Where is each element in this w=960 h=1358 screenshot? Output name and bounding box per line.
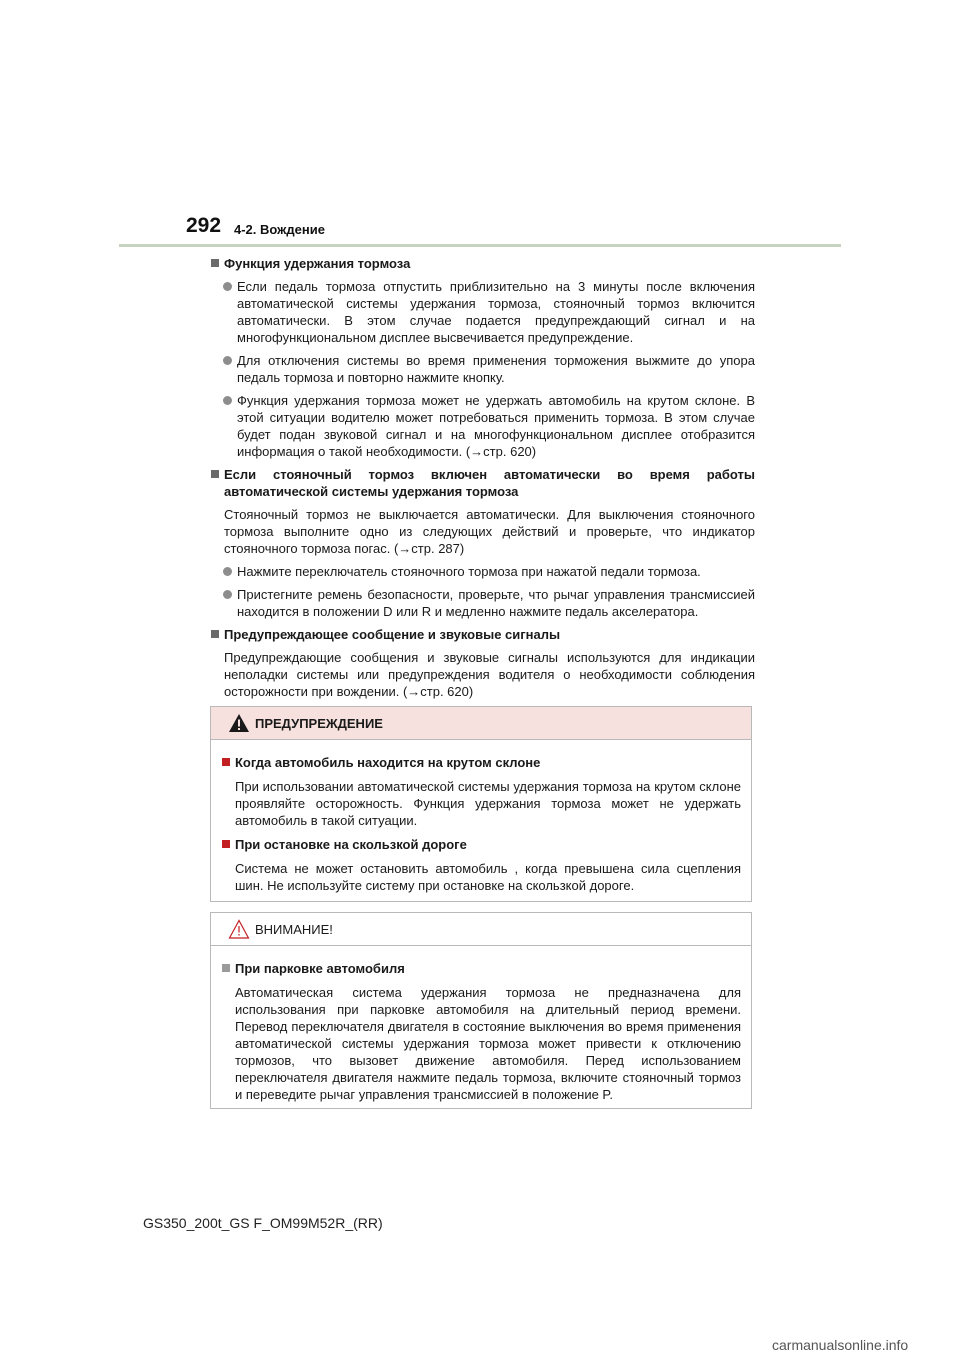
caution-box-header bbox=[211, 913, 751, 946]
paragraph: Стояночный тормоз не выключается автоматически. Для выключения стояночного тормоза выполните одно из следующих действий и проверьте, что индикатор стояночного тормоза погас. (→стр. 287) bbox=[224, 507, 755, 556]
caution-heading: При парковке автомобиля bbox=[221, 960, 741, 977]
list-item: Если педаль тормоза отпустить приблизительно на 3 минуты после включения автоматической системы удержания тормоза, стояночный тормоз включится автоматически. В этом случае подается предупреждающий сигнал и на многофункциональном дисплее высвечивается предупреждение. bbox=[210, 278, 755, 346]
round-bullet-icon bbox=[223, 356, 232, 365]
page-number: 292 bbox=[186, 214, 222, 237]
warning-box-header bbox=[211, 707, 751, 740]
warning-triangle-icon bbox=[228, 713, 250, 733]
warning-heading: Когда автомобиль находится на крутом склоне bbox=[221, 754, 741, 771]
warning-box bbox=[210, 706, 752, 902]
header-divider bbox=[119, 244, 841, 247]
warning-box-title: ПРЕДУПРЕЖДЕНИЕ bbox=[255, 716, 383, 731]
caution-triangle-icon bbox=[228, 919, 250, 939]
warning-text: При использовании автоматической системы удержания тормоза на крутом склоне проявляйте осторожность. Функция удержания тормоза может не удержать автомобиль в такой ситуации. bbox=[235, 779, 741, 828]
round-bullet-icon bbox=[223, 396, 232, 405]
caution-box-title: ВНИМАНИЕ! bbox=[255, 922, 333, 937]
list-item: Нажмите переключатель стояночного тормоза при нажатой педали тормоза. bbox=[210, 563, 755, 580]
square-bullet-icon bbox=[222, 758, 230, 766]
section-heading: Предупреждающее сообщение и звуковые сигналы bbox=[210, 626, 755, 643]
model-code-footer: GS350_200t_GS F_OM99M52R_(RR) bbox=[143, 1215, 383, 1231]
warning-heading: При остановке на скользкой дороге bbox=[221, 836, 741, 853]
section-title: 4-2. Вождение bbox=[234, 222, 325, 237]
square-bullet-icon bbox=[222, 840, 230, 848]
round-bullet-icon bbox=[223, 567, 232, 576]
list-item: Пристегните ремень безопасности, проверьте, что рычаг управления трансмиссией находится в положении D или R и медленно нажмите педаль акселератора. bbox=[210, 586, 755, 620]
square-bullet-icon bbox=[211, 259, 219, 267]
caution-text: Автоматическая система удержания тормоза не предназначена для использования при парковке автомобиля на длительный период времени. Перевод переключателя двигателя в состояние выключения во время применения автоматической системы удержания тормоза может привести к отключению тормозов, что вызовет движение автомобиля. Перед использованием переключателя двигателя нажмите педаль тормоза, включите стояночный тормоз и переведите рычаг управления трансмиссией в положение P. bbox=[235, 985, 741, 1102]
section-heading: Если стояночный тормоз включен автоматически во время работы автоматической системы удержания тормоза bbox=[210, 466, 755, 500]
watermark: carmanualsonline.info bbox=[772, 1337, 909, 1353]
paragraph: Предупреждающие сообщения и звуковые сигналы используются для индикации неполадки системы или предупреждения водителя о необходимости соблюдения осторожности при вождении. (→стр. 620) bbox=[224, 650, 755, 699]
list-item: Функция удержания тормоза может не удержать автомобиль на крутом склоне. В этой ситуации водителю может потребоваться применить тормоза. В этом случае будет подан звуковой сигнал и на многофункциональном дисплее отобразится информация о такой необходимости. (→стр. 620) bbox=[210, 392, 755, 460]
square-bullet-icon bbox=[211, 630, 219, 638]
round-bullet-icon bbox=[223, 282, 232, 291]
main-content bbox=[210, 255, 755, 706]
list-item: Для отключения системы во время применения торможения выжмите до упора педаль тормоза и повторно нажмите кнопку. bbox=[210, 352, 755, 386]
square-bullet-icon bbox=[222, 964, 230, 972]
round-bullet-icon bbox=[223, 590, 232, 599]
caution-box bbox=[210, 912, 752, 1109]
warning-text: Система не может остановить автомобиль , когда превышена сила сцепления шин. Не используйте систему при остановке на скользкой дороге. bbox=[235, 861, 741, 893]
square-bullet-icon bbox=[211, 470, 219, 478]
section-heading: Функция удержания тормоза bbox=[210, 255, 755, 272]
